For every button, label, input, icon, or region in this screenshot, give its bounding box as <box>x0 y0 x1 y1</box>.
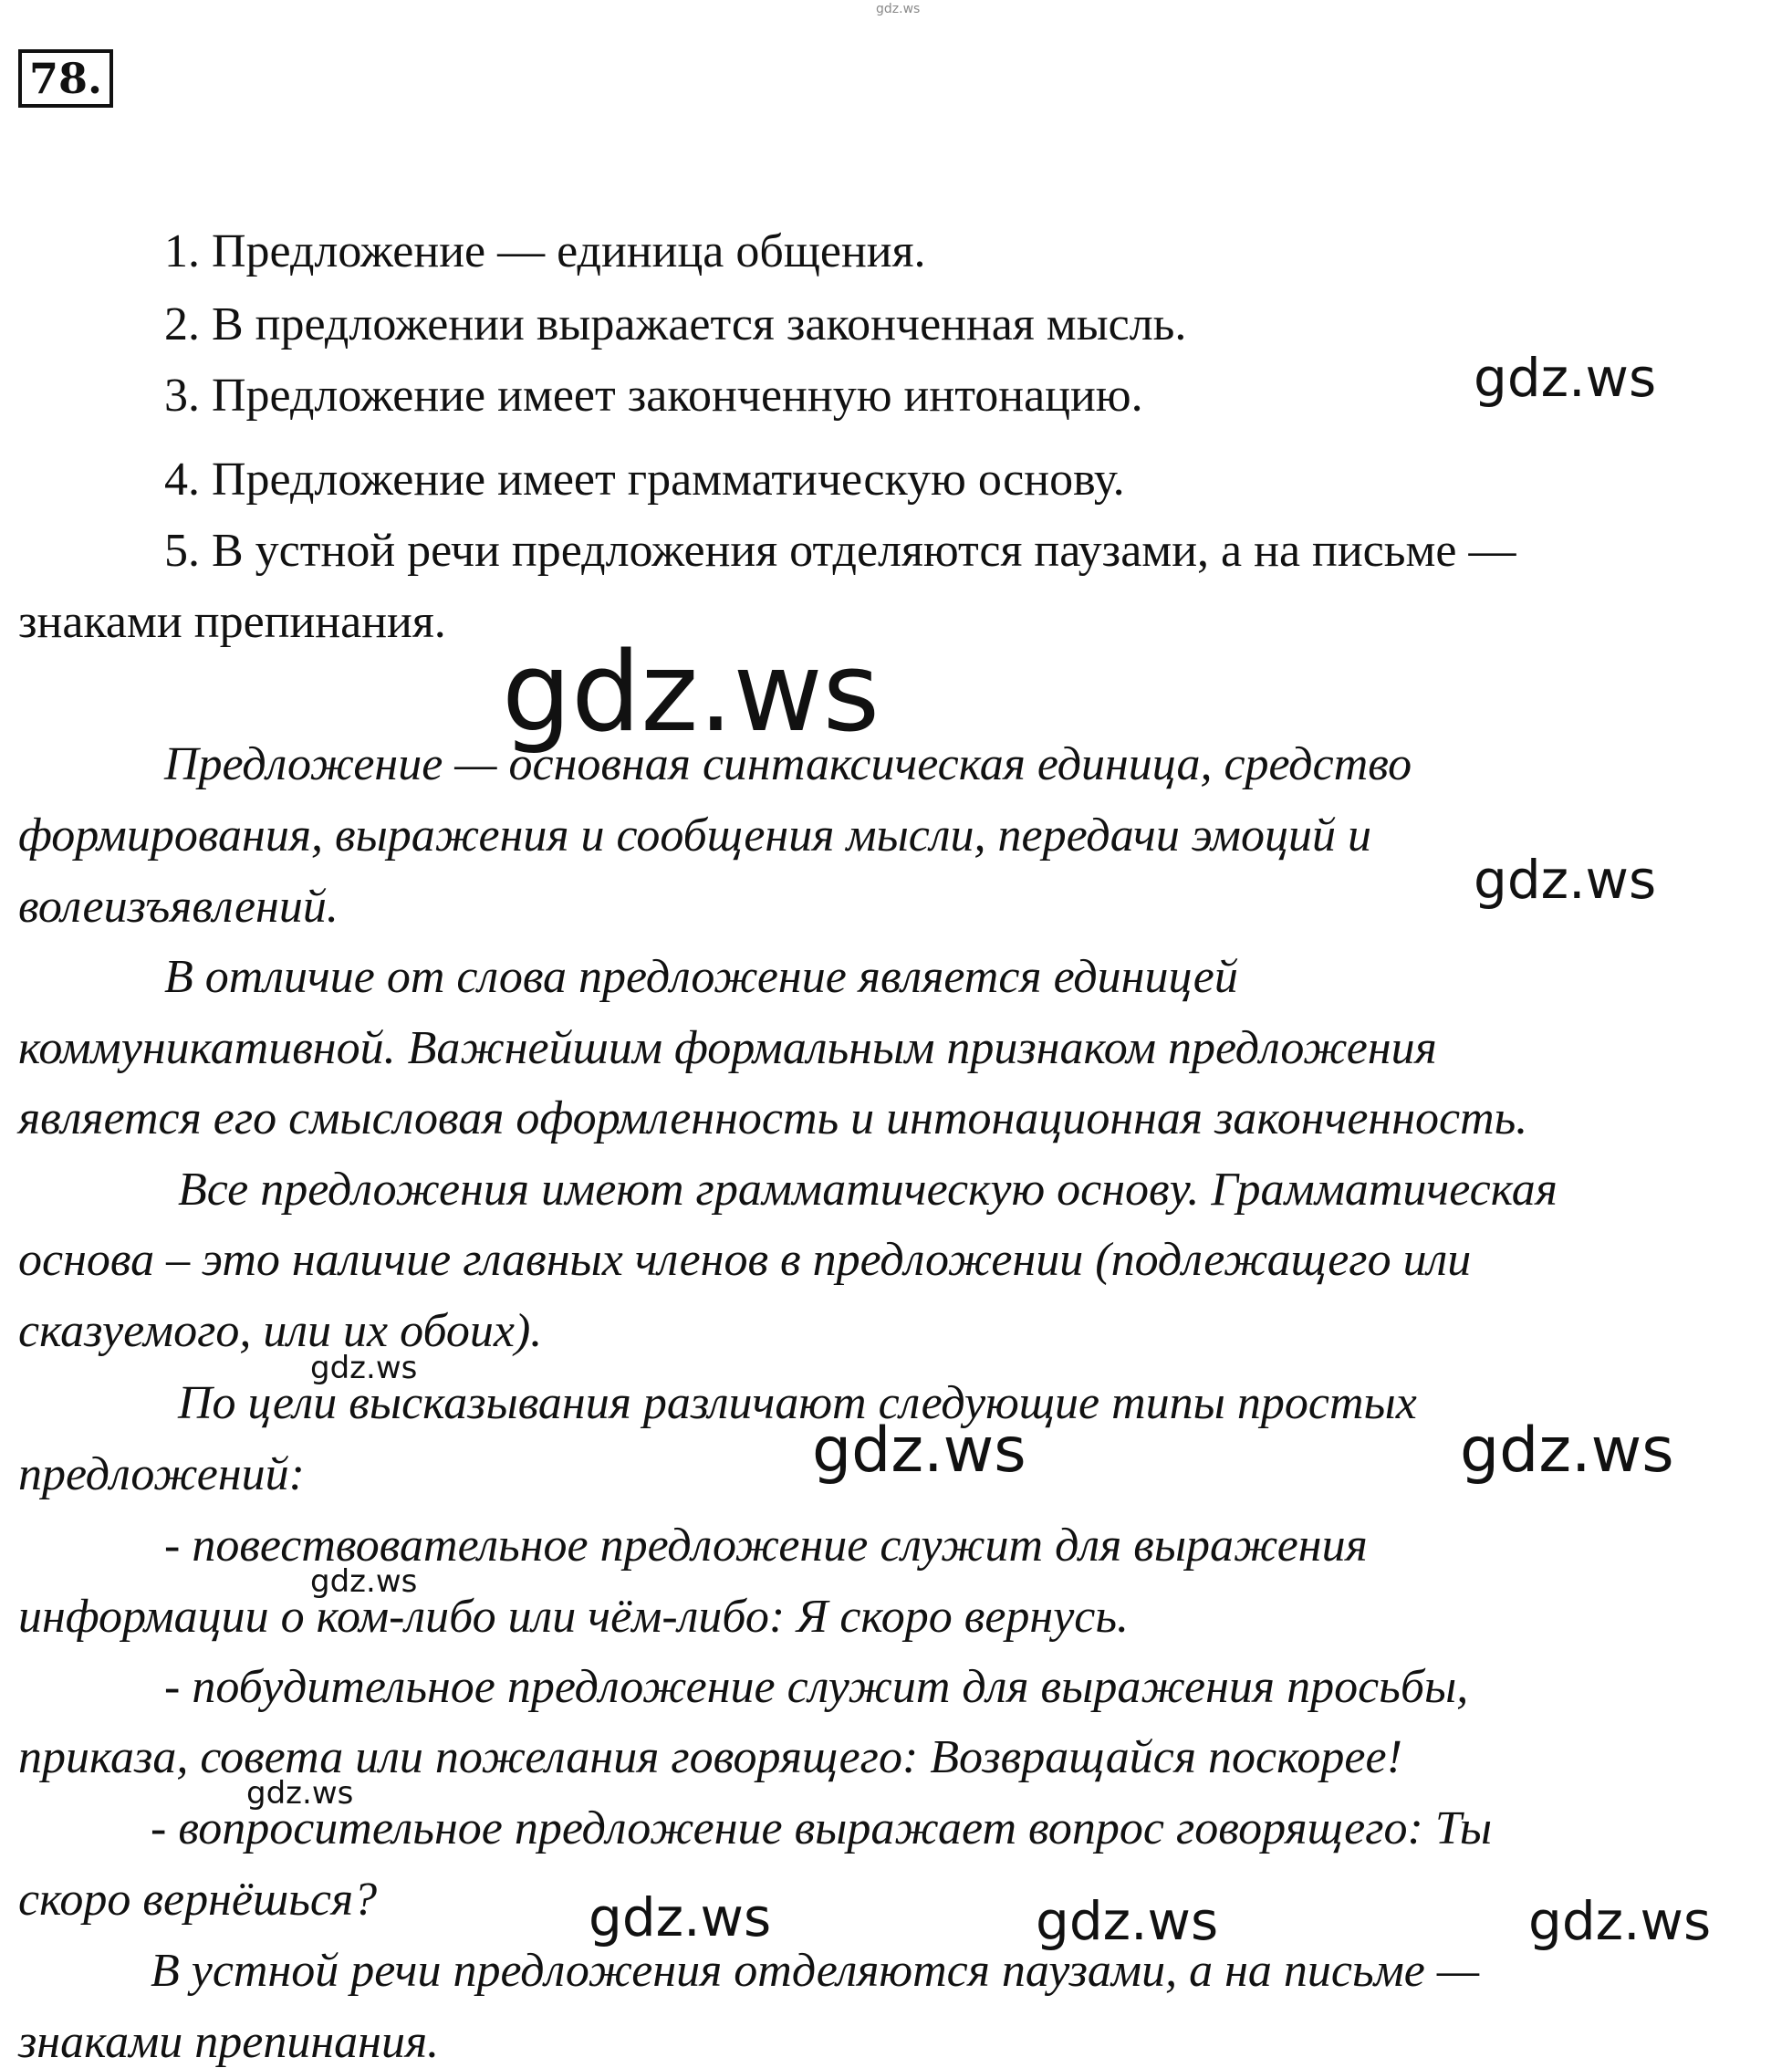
italic-line: По цели высказывания различают следующие типы простых <box>178 1377 1417 1429</box>
italic-line: - вопросительное предложение выражает вопрос говорящего: Ты <box>151 1802 1493 1854</box>
italic-line: является его смысловая оформленность и интонационная законченность. <box>18 1092 1528 1144</box>
italic-line: В отличие от слова предложение является единицей <box>164 951 1238 1003</box>
watermark: gdz.ws <box>1528 1890 1712 1952</box>
point-line: 1. Предложение — единица общения. <box>164 225 926 277</box>
point-line: 3. Предложение имеет законченную интонацию. <box>164 370 1143 422</box>
point-line: 4. Предложение имеет грамматическую основу. <box>164 454 1125 506</box>
watermark: gdz.ws <box>1474 347 1657 409</box>
italic-line: - побудительное предложение служит для выражения просьбы, <box>164 1661 1469 1713</box>
italic-line: Все предложения имеют грамматическую основу. Грамматическая <box>178 1164 1558 1216</box>
point-line: 5. В устной речи предложения отделяются паузами, а на письме — <box>164 525 1516 577</box>
watermark: gdz.ws <box>310 1350 418 1386</box>
watermark: gdz.ws <box>1460 1415 1674 1487</box>
italic-line: скоро вернёшься? <box>18 1874 378 1926</box>
watermark: gdz.ws <box>310 1563 418 1600</box>
italic-line: основа – это наличие главных членов в предложении (подлежащего или <box>18 1234 1472 1286</box>
watermark: gdz.ws <box>502 630 880 757</box>
watermark: gdz.ws <box>1036 1890 1219 1952</box>
italic-line: знаками препинания. <box>18 2016 440 2068</box>
italic-line: волеизъявлений. <box>18 881 339 933</box>
task-number-box <box>18 49 113 108</box>
watermark: gdz.ws <box>246 1775 354 1812</box>
italic-line: В устной речи предложения отделяются паузами, а на письме — <box>151 1945 1480 1997</box>
italic-line: - повествовательное предложение служит для выражения <box>164 1520 1368 1572</box>
point-line: знаками препинания. <box>18 596 446 648</box>
italic-line: приказа, совета или пожелания говорящего: Возвращайся поскорее! <box>18 1731 1402 1783</box>
point-line: 2. В предложении выражается законченная мысль. <box>164 298 1187 350</box>
task-number: 78. <box>28 54 103 103</box>
watermark: gdz.ws <box>589 1886 772 1948</box>
italic-line: Предложение — основная синтаксическая единица, средство <box>164 738 1412 790</box>
watermark: gdz.ws <box>812 1415 1026 1487</box>
italic-line: формирования, выражения и сообщения мысли, передачи эмоций и <box>18 809 1371 862</box>
italic-line: предложений: <box>18 1448 305 1500</box>
italic-line: коммуникативной. Важнейшим формальным признаком предложения <box>18 1022 1437 1074</box>
italic-line: информации о ком-либо или чём-либо: Я скоро вернусь. <box>18 1591 1130 1643</box>
header-mark: gdz.ws <box>876 2 921 16</box>
watermark: gdz.ws <box>1474 849 1657 911</box>
italic-line: сказуемого, или их обоих). <box>18 1305 543 1357</box>
